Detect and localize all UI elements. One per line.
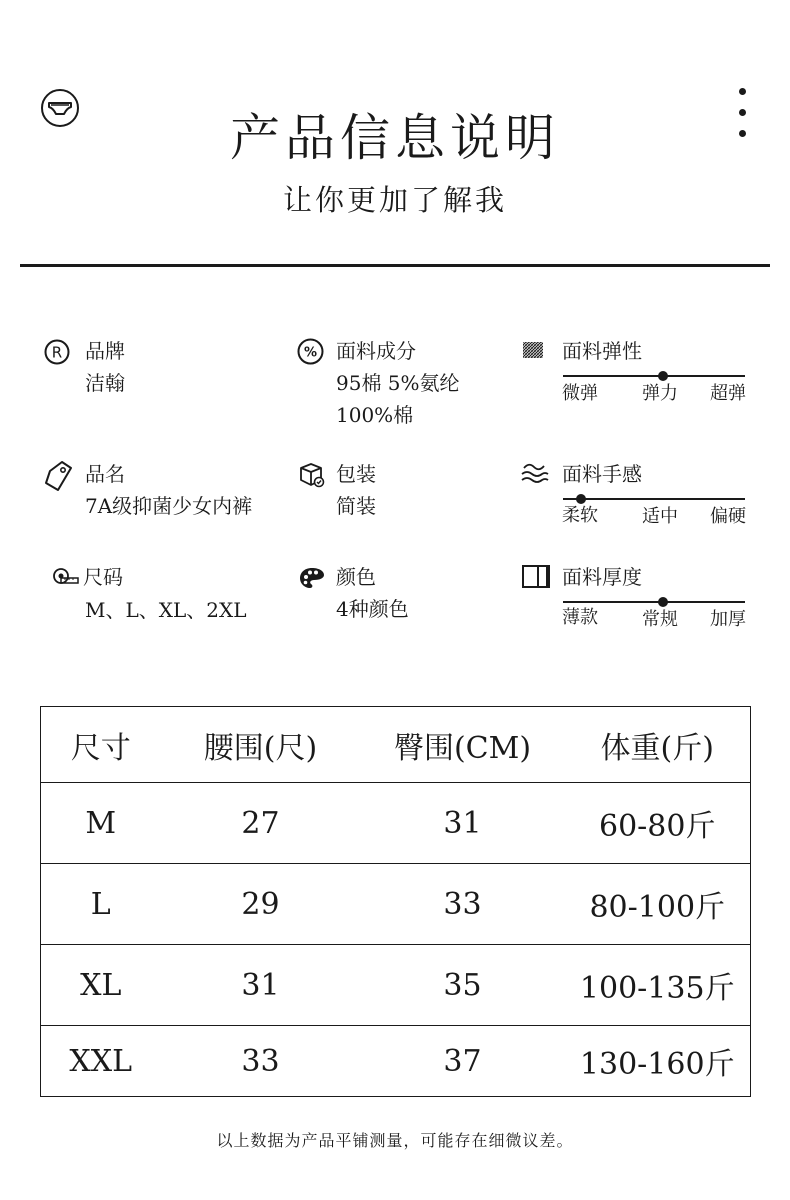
elasticity-option-mid: 弹力 <box>642 383 678 404</box>
fabric-thickness-label: 面料厚度 <box>562 565 642 589</box>
table-row <box>41 783 751 864</box>
thickness-option-low: 薄款 <box>562 607 598 628</box>
color-value: 4种颜色 <box>336 597 409 621</box>
thickness-option-mid: 常规 <box>642 609 678 630</box>
measurement-footnote: 以上数据为产品平铺测量，可能存在细微议差。 <box>216 1131 574 1150</box>
svg-text:%: % <box>303 345 318 361</box>
header-divider <box>20 264 770 267</box>
table-header-row <box>41 707 751 783</box>
cell-hip: 31 <box>361 783 565 864</box>
feel-option-low: 柔软 <box>562 505 598 526</box>
elasticity-scale-track <box>563 375 745 377</box>
cell-size: M <box>41 783 161 864</box>
feel-option-mid: 适中 <box>642 506 678 527</box>
fabric-texture-icon <box>523 342 543 362</box>
cell-hip: 37 <box>361 1026 565 1097</box>
packaging-label: 包装 <box>336 462 376 486</box>
header-weight: 体重(斤) <box>600 730 714 766</box>
table-row <box>41 945 751 1026</box>
color-palette-icon <box>299 567 325 593</box>
fabric-composition-value: 95棉 5%氨纶 <box>336 371 460 395</box>
brand-label: 品牌 <box>85 339 125 363</box>
measuring-tape-icon <box>52 567 80 589</box>
size-value: M、L、XL、2XL <box>85 598 247 622</box>
svg-text:R: R <box>51 343 63 362</box>
cell-size: XL <box>41 945 161 1026</box>
registered-trademark-icon <box>44 339 70 369</box>
elasticity-option-high: 超弹 <box>710 383 746 404</box>
cell-waist: 27 <box>161 783 361 864</box>
fabric-wave-icon <box>520 461 550 489</box>
cell-weight: 100-135斤 <box>565 945 751 1026</box>
size-label: 尺码 <box>83 565 123 589</box>
percent-icon <box>297 338 324 369</box>
header-waist: 腰围(尺) <box>203 730 318 766</box>
cell-waist: 29 <box>161 864 361 945</box>
table-row <box>41 864 751 945</box>
size-chart-table <box>40 706 751 1097</box>
cell-waist: 33 <box>161 1026 361 1097</box>
fabric-composition-value-2: 100%棉 <box>336 403 414 427</box>
cell-hip: 35 <box>361 945 565 1026</box>
cell-weight: 130-160斤 <box>565 1026 751 1097</box>
packaging-value: 简装 <box>336 494 376 518</box>
brand-value: 洁翰 <box>85 371 125 395</box>
thickness-option-high: 加厚 <box>710 609 746 630</box>
tag-icon <box>42 459 74 497</box>
feel-option-high: 偏硬 <box>710 506 746 527</box>
cell-weight: 60-80斤 <box>565 783 751 864</box>
product-name-value: 7A级抑菌少女内裤 <box>85 494 253 518</box>
feel-scale-track <box>563 498 745 500</box>
page-title: 产品信息说明 <box>230 109 560 167</box>
elasticity-option-low: 微弹 <box>562 383 598 404</box>
page-subtitle: 让你更加了解我 <box>282 183 507 217</box>
product-name-label: 品名 <box>85 462 125 486</box>
table-row <box>41 1026 751 1097</box>
thickness-scale-track <box>563 601 745 603</box>
book-thickness-icon <box>521 564 551 594</box>
cell-size: XXL <box>41 1026 161 1097</box>
cell-weight: 80-100斤 <box>565 864 751 945</box>
fabric-elasticity-label: 面料弹性 <box>562 339 642 363</box>
feel-scale-marker <box>576 494 586 504</box>
cell-size: L <box>41 864 161 945</box>
cell-waist: 31 <box>161 945 361 1026</box>
package-box-icon <box>298 461 326 493</box>
header-hip: 臀围(CM) <box>393 730 532 766</box>
fabric-composition-label: 面料成分 <box>336 339 416 363</box>
cell-hip: 33 <box>361 864 565 945</box>
header-size: 尺寸 <box>70 730 131 766</box>
fabric-feel-label: 面料手感 <box>562 462 642 486</box>
elasticity-scale-marker <box>658 371 668 381</box>
color-label: 颜色 <box>336 565 376 589</box>
thickness-scale-marker <box>658 597 668 607</box>
